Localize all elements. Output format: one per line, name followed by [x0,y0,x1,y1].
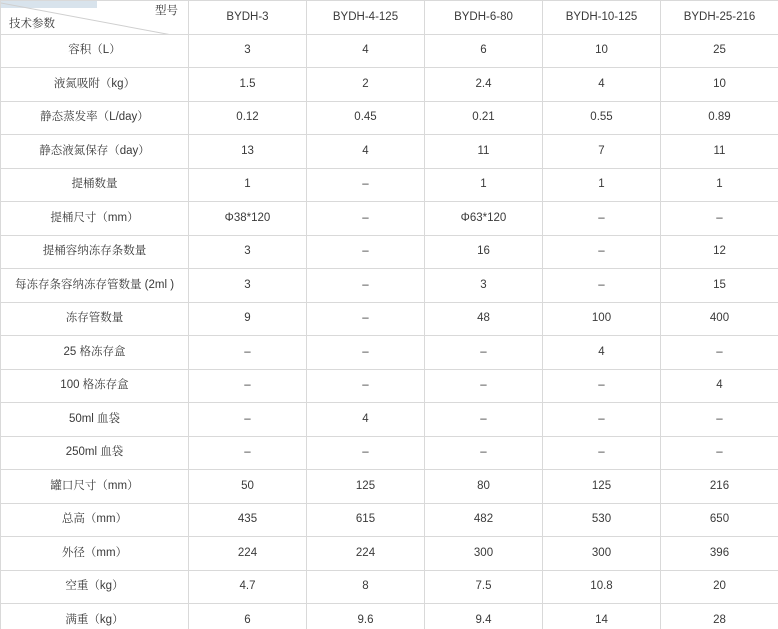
column-header: BYDH-25-216 [661,1,778,35]
table-header-row [1,1,778,35]
table-cell: 7.5 [425,570,543,604]
table-cell: 400 [661,302,778,336]
table-cell: 4 [307,403,425,437]
table-cell: 125 [543,470,661,504]
table-cell: 4 [307,135,425,169]
table-cell: 11 [425,135,543,169]
table-cell: 6 [189,604,307,629]
table-cell: – [543,235,661,269]
table-cell: 12 [661,235,778,269]
corner-parameter-label: 技术参数 [9,17,55,30]
table-cell: 3 [189,34,307,68]
row-label: 液氮吸附（kg） [1,68,189,102]
table-row [1,269,778,303]
column-header: BYDH-6-80 [425,1,543,35]
table-cell: – [189,336,307,370]
table-row [1,68,778,102]
table-row [1,302,778,336]
table-row [1,604,778,629]
column-header: BYDH-10-125 [543,1,661,35]
row-label: 250ml 血袋 [1,436,189,470]
table-cell: – [307,235,425,269]
row-label: 提桶数量 [1,168,189,202]
row-label: 静态蒸发率（L/day） [1,101,189,135]
row-label: 提桶容纳冻存条数量 [1,235,189,269]
table-row [1,537,778,571]
table-cell: – [189,369,307,403]
table-row [1,436,778,470]
table-cell: 4 [543,68,661,102]
table-cell: – [307,202,425,236]
table-cell: 4 [307,34,425,68]
table-cell: – [661,403,778,437]
table-cell: 100 [543,302,661,336]
table-cell: 50 [189,470,307,504]
table-cell: 4 [661,369,778,403]
table-cell: 224 [189,537,307,571]
table-row [1,336,778,370]
table-cell: 1 [425,168,543,202]
table-cell: – [307,269,425,303]
table-cell: 13 [189,135,307,169]
table-cell: – [307,436,425,470]
table-cell: – [307,369,425,403]
table-cell: – [307,302,425,336]
row-label: 冻存管数量 [1,302,189,336]
table-cell: – [543,403,661,437]
column-header: BYDH-4-125 [307,1,425,35]
table-cell: – [425,403,543,437]
table-row [1,168,778,202]
table-cell: 615 [307,503,425,537]
row-label: 容积（L） [1,34,189,68]
table-cell: 15 [661,269,778,303]
table-row [1,503,778,537]
table-cell: 14 [543,604,661,629]
row-label: 罐口尺寸（mm） [1,470,189,504]
table-cell: 650 [661,503,778,537]
table-cell: 9.6 [307,604,425,629]
table-cell: 1 [543,168,661,202]
table-cell: 10 [543,34,661,68]
table-cell: 530 [543,503,661,537]
table-cell: 396 [661,537,778,571]
table-row [1,135,778,169]
row-label: 总高（mm） [1,503,189,537]
table-row [1,403,778,437]
table-cell: 4.7 [189,570,307,604]
row-label: 25 格冻存盒 [1,336,189,370]
table-cell: – [425,436,543,470]
table-cell: – [543,202,661,236]
table-cell: – [189,403,307,437]
table-cell: 80 [425,470,543,504]
table-cell: 7 [543,135,661,169]
table-cell: 0.55 [543,101,661,135]
table-cell: 2.4 [425,68,543,102]
table-row [1,34,778,68]
table-cell: 0.89 [661,101,778,135]
table-cell: 2 [307,68,425,102]
table-corner-cell [1,1,189,35]
table-cell: – [661,202,778,236]
table-cell: – [543,269,661,303]
table-cell: – [425,369,543,403]
table-cell: Φ63*120 [425,202,543,236]
row-label: 50ml 血袋 [1,403,189,437]
row-label: 100 格冻存盒 [1,369,189,403]
table-row [1,470,778,504]
table-cell: 3 [189,235,307,269]
row-label: 满重（kg） [1,604,189,629]
table-row [1,101,778,135]
row-label: 提桶尺寸（mm） [1,202,189,236]
row-label: 外径（mm） [1,537,189,571]
row-label: 每冻存条容纳冻存管数量 (2ml ) [1,269,189,303]
table-cell: 224 [307,537,425,571]
table-cell: 125 [307,470,425,504]
row-label: 静态液氮保存（day） [1,135,189,169]
table-cell: 1 [189,168,307,202]
table-cell: 20 [661,570,778,604]
table-cell: 6 [425,34,543,68]
table-cell: 1 [661,168,778,202]
table-cell: 48 [425,302,543,336]
table-cell: 28 [661,604,778,629]
table-cell: – [543,436,661,470]
table-cell: 482 [425,503,543,537]
table-cell: 8 [307,570,425,604]
corner-model-label: 型号 [155,5,178,17]
table-cell: – [307,168,425,202]
table-cell: 435 [189,503,307,537]
column-header: BYDH-3 [189,1,307,35]
table-cell: 4 [543,336,661,370]
table-cell: – [543,369,661,403]
table-cell: 3 [189,269,307,303]
table-cell: Φ38*120 [189,202,307,236]
table-row [1,202,778,236]
table-cell: – [661,336,778,370]
table-cell: 16 [425,235,543,269]
table-cell: 300 [425,537,543,571]
table-cell: 25 [661,34,778,68]
table-cell: 0.21 [425,101,543,135]
table-row [1,570,778,604]
table-cell: – [661,436,778,470]
table-cell: 9.4 [425,604,543,629]
table-cell: 0.12 [189,101,307,135]
table-cell: 1.5 [189,68,307,102]
table-cell: – [307,336,425,370]
table-cell: 10 [661,68,778,102]
table-cell: – [189,436,307,470]
table-cell: – [425,336,543,370]
table-row [1,369,778,403]
table-cell: 0.45 [307,101,425,135]
table-cell: 11 [661,135,778,169]
table-cell: 10.8 [543,570,661,604]
table-cell: 300 [543,537,661,571]
table-cell: 216 [661,470,778,504]
row-label: 空重（kg） [1,570,189,604]
table-cell: 3 [425,269,543,303]
table-cell: 9 [189,302,307,336]
table-row [1,235,778,269]
